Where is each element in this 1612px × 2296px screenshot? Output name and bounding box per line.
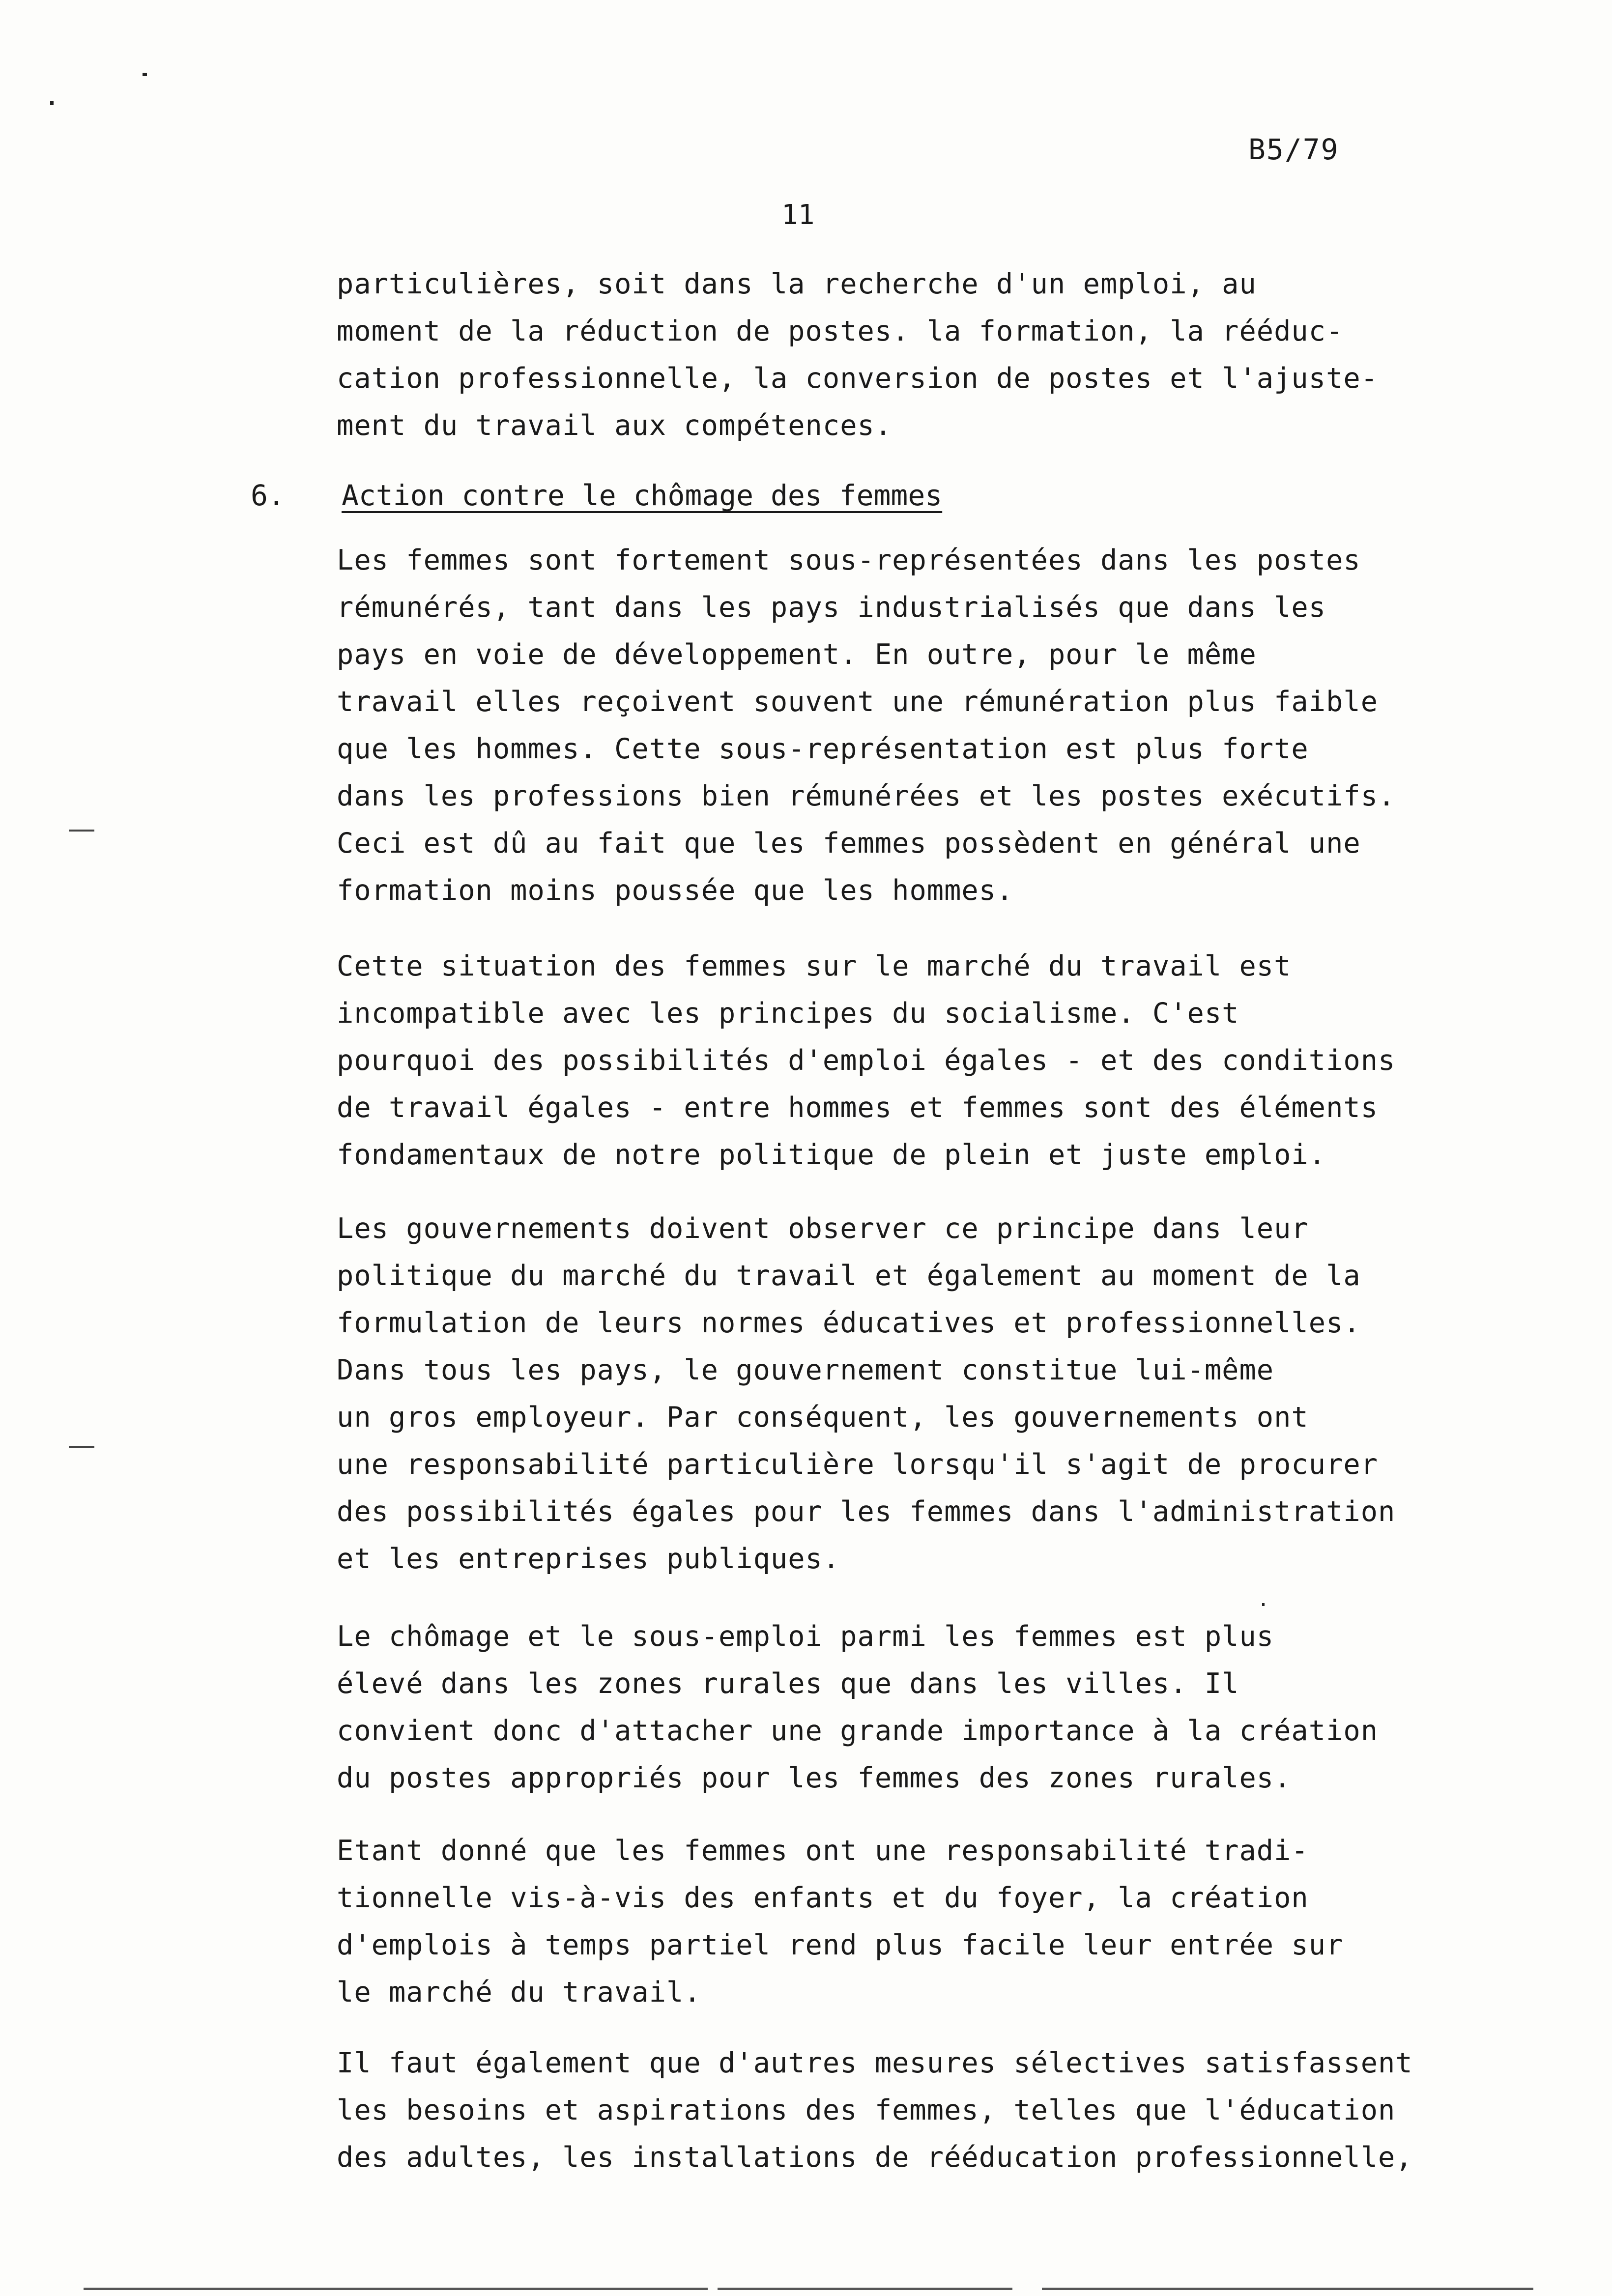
text-line: des possibilités égales pour les femmes dans l'administration: [337, 1495, 1396, 1528]
text-line: le marché du travail.: [337, 1976, 701, 2009]
text-line: Les gouvernements doivent observer ce principe dans leur: [337, 1212, 1309, 1245]
text-line: et les entreprises publiques.: [337, 1543, 840, 1575]
scan-edge-rule: [718, 2288, 1012, 2290]
scan-speck: [143, 73, 147, 76]
text-line: formation moins poussée que les hommes.: [337, 874, 1014, 907]
text-line: travail elles reçoivent souvent une rémunération plus faible: [337, 686, 1379, 718]
section-number: 6.: [251, 479, 285, 512]
section-title: Action contre le chômage des femmes: [342, 479, 943, 512]
text-line: pourquoi des possibilités d'emploi égales - et des conditions: [337, 1044, 1396, 1077]
text-line: d'emplois à temps partiel rend plus facile leur entrée sur: [337, 1929, 1344, 1961]
text-line: tionnelle vis-à-vis des enfants et du foyer, la création: [337, 1882, 1309, 1914]
text-line: Il faut également que d'autres mesures sélectives satisfassent: [337, 2047, 1413, 2079]
paragraph: [337, 943, 1442, 1178]
paragraph: [337, 1827, 1442, 2016]
text-line: convient donc d'attacher une grande importance à la création: [337, 1715, 1379, 1747]
text-line: Dans tous les pays, le gouvernement constitue lui-même: [337, 1354, 1274, 1386]
text-line: les besoins et aspirations des femmes, telles que l'éducation: [337, 2094, 1396, 2126]
paragraph: [337, 537, 1442, 914]
scan-speck: [50, 101, 54, 105]
margin-mark: [69, 1446, 94, 1448]
text-line: fondamentaux de notre politique de plein et juste emploi.: [337, 1139, 1326, 1171]
paragraph: [337, 1613, 1442, 1802]
scan-edge-rule: [1042, 2288, 1533, 2290]
text-line: dans les professions bien rémunérées et les postes exécutifs.: [337, 780, 1396, 812]
continuation-paragraph: [337, 260, 1442, 449]
text-line: du postes appropriés pour les femmes des zones rurales.: [337, 1762, 1292, 1794]
margin-mark: [69, 830, 94, 832]
text-line: un gros employeur. Par conséquent, les gouvernements ont: [337, 1401, 1309, 1434]
text-line: Cette situation des femmes sur le marché du travail est: [337, 950, 1292, 982]
text-line: cation professionnelle, la conversion de postes et l'ajuste-: [337, 362, 1379, 395]
paragraph: [337, 2039, 1442, 2181]
text-line: des adultes, les installations de rééducation professionnelle,: [337, 2141, 1413, 2174]
text-line: Etant donné que les femmes ont une responsabilité tradi-: [337, 1835, 1309, 1867]
text-line: rémunérés, tant dans les pays industrialisés que dans les: [337, 591, 1326, 624]
text-line: incompatible avec les principes du socialisme. C'est: [337, 997, 1239, 1030]
scan-speck: [1262, 1603, 1265, 1606]
text-line: une responsabilité particulière lorsqu'il s'agit de procurer: [337, 1448, 1379, 1481]
text-line: de travail égales - entre hommes et femmes sont des éléments: [337, 1091, 1379, 1124]
page-number: 11: [781, 199, 815, 231]
text-line: que les hommes. Cette sous-représentation est plus forte: [337, 733, 1309, 765]
paragraph: [337, 1205, 1442, 1582]
text-line: politique du marché du travail et également au moment de la: [337, 1260, 1361, 1292]
text-line: pays en voie de développement. En outre, pour le même: [337, 638, 1257, 671]
text-line: moment de la réduction de postes. la formation, la rééduc-: [337, 315, 1344, 347]
text-line: formulation de leurs normes éducatives et professionnelles.: [337, 1307, 1361, 1339]
text-line: Les femmes sont fortement sous-représentées dans les postes: [337, 544, 1361, 576]
text-line: particulières, soit dans la recherche d'un emploi, au: [337, 268, 1257, 300]
text-line: élevé dans les zones rurales que dans les villes. Il: [337, 1667, 1239, 1700]
scan-edge-rule: [84, 2288, 708, 2290]
document-reference: B5/79: [1248, 133, 1339, 166]
text-line: Ceci est dû au fait que les femmes possèdent en général une: [337, 827, 1361, 860]
text-line: Le chômage et le sous-emploi parmi les femmes est plus: [337, 1620, 1274, 1653]
text-line: ment du travail aux compétences.: [337, 409, 892, 442]
